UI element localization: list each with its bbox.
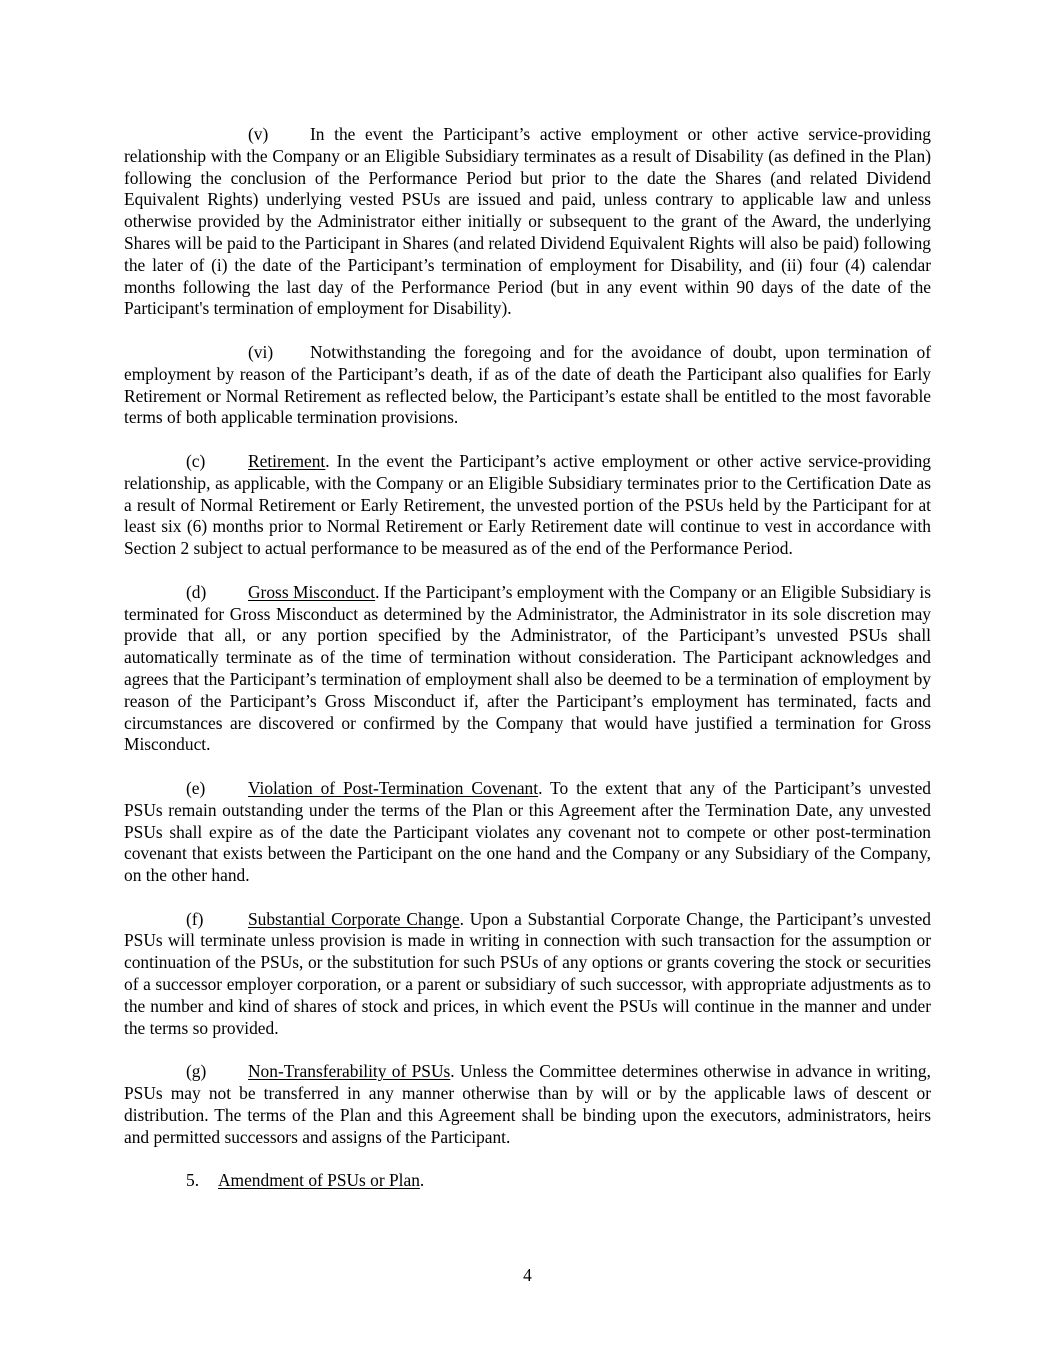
paragraph-heading: Gross Misconduct [248, 581, 376, 602]
paragraph-marker: (c) [186, 450, 206, 471]
paragraph-marker: (f) [186, 908, 204, 929]
paragraph-heading: Violation of Post-Termination Covenant [248, 777, 539, 798]
paragraph-heading: Substantial Corporate Change [248, 908, 460, 929]
section-number: 5. [186, 1170, 200, 1191]
page-number: 4 [523, 1265, 532, 1285]
paragraph-text: . Upon a Substantial Corporate Change, the Participant’s unvested PSUs will terminate unless provision is made in writing in connection with such transaction for the assumption or continuation of the PSUs, or the substitution for such PSUs of any options or grants covering the stock or securities of a successor employer corporation, or a parent or subsidiary of such successor, with appropriate adjustments as to the number and kind of shares of stock and prices, in which event the PSUs will continue in the manner and under the terms so provided. [124, 908, 931, 1038]
paragraph-text: . In the event the Participant’s active employment or other active service-providing relationship, as applicable, with the Company or an Eligible Subsidiary terminates prior to the Certification Date as a result of Normal Retirement or Early Retirement, the unvested portion of the PSUs held by the Participant for at least six (6) months prior to Normal Retirement or Early Retirement date will continue to vest in accordance with Section 2 subject to actual performance to be measured as of the end of the Performance Period. [124, 450, 931, 559]
paragraph-d-gross-misconduct [124, 582, 931, 756]
paragraph-g-non-transferability [124, 1061, 931, 1148]
paragraph-text: . If the Participant’s employment with the Company or an Eligible Subsidiary is terminated for Gross Misconduct as determined by the Administrator, the Administrator in its sole discretion may provide that all, or any portion specified by the Administrator, of the Participant’s unvested PSUs shall automatically terminate as of the time of termination without consideration. The Participant acknowledges and agrees that the Participant’s termination of employment shall also be deemed to be a termination of employment by reason of the Participant’s Gross Misconduct if, after the Participant’s employment has terminated, facts and circumstances are discovered or confirmed by the Company that would have justified a termination for Gross Misconduct. [124, 581, 931, 755]
paragraph-heading: Retirement [248, 450, 326, 471]
paragraph-e-violation [124, 778, 931, 887]
paragraph-marker: (v) [248, 124, 269, 144]
paragraph-text: Notwithstanding the foregoing and for the avoidance of doubt, upon termination of employment by reason of the Participant’s death, if as of the date of death the Participant also qualifies for Early Retirement or Normal Retirement as reflected below, the Participant’s estate shall be entitled to the most favorable terms of both applicable termination provisions. [124, 341, 931, 428]
paragraph-text: . Unless the Committee determines otherwise in advance in writing, PSUs may not be transferred in any manner otherwise than by will or by the applicable laws of descent or distribution. The terms of the Plan and this Agreement shall be binding upon the executors, administrators, heirs and permitted successors and assigns of the Participant. [124, 1061, 931, 1147]
paragraph-marker: (d) [186, 581, 207, 602]
paragraph-v [124, 124, 931, 320]
section-title-suffix: . [419, 1170, 425, 1191]
paragraph-vi [124, 342, 931, 429]
paragraph-text: In the event the Participant’s active employment or other active service-providing relationship with the Company or an Eligible Subsidiary terminates as a result of Disability (as defined in the Plan) following the conclusion of the Performance Period but prior to the date the Shares (and related Dividend Equivalent Rights) underlying vested PSUs are issued and paid, unless contrary to applicable law and unless otherwise provided by the Administrator either initially or subsequent to the grant of the Award, the underlying Shares will be paid to the Participant in Shares (and related Dividend Equivalent Rights will also be paid) following the later of (i) the date of the Participant’s termination of employment for Disability, and (ii) four (4) calendar months following the last day of the Performance Period (but in any event within 90 days of the date of the Participant's termination of employment for Disability). [124, 124, 931, 319]
paragraph-marker: (vi) [248, 341, 274, 362]
paragraph-text: . To the extent that any of the Participant’s unvested PSUs remain outstanding under the terms of the Plan or this Agreement after the Termination Date, any unvested PSUs shall expire as of the date the Participant violates any covenant not to compete or other post-termination covenant that exists between the Participant on the one hand and the Company or any Subsidiary of the Company, on the other hand. [124, 777, 931, 886]
paragraph-marker: (g) [186, 1061, 207, 1082]
document-body [124, 124, 931, 1192]
paragraph-marker: (e) [186, 777, 206, 798]
section-heading-5 [124, 1170, 931, 1192]
paragraph-c-retirement [124, 451, 931, 560]
section-title: Amendment of PSUs or Plan [218, 1170, 420, 1191]
paragraph-heading: Non-Transferability of PSUs [248, 1061, 451, 1082]
paragraph-f-corporate-change [124, 909, 931, 1040]
